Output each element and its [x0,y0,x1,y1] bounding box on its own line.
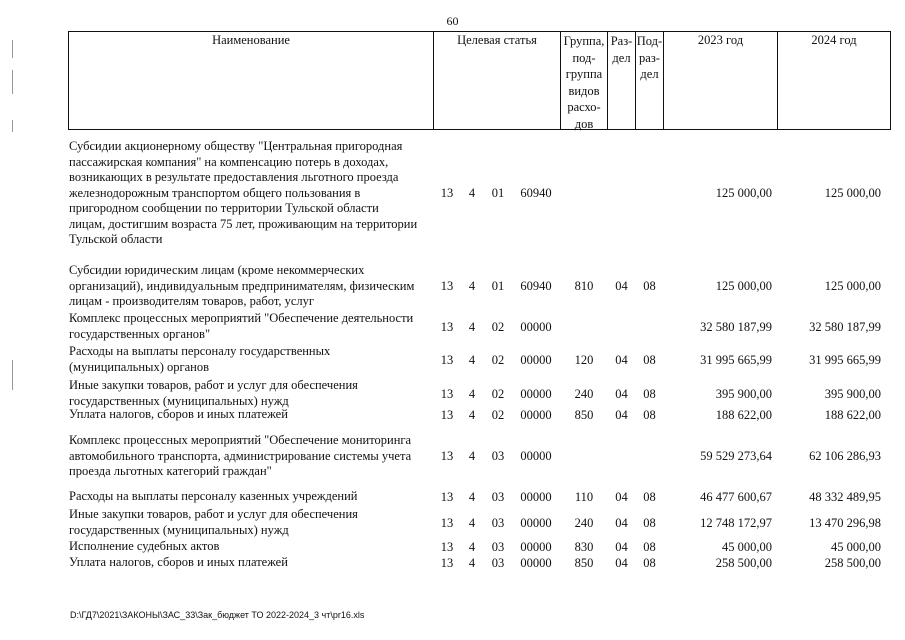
cell-grp: 240 [574,386,594,401]
cell-c2: 4 [468,279,476,294]
cell-c2: 4 [468,515,476,530]
cell-c3: 01 [491,186,505,201]
cell-sec: 04 [615,352,628,367]
cell-y2024: 125 000,00 [824,186,881,201]
row-name-line: Исполнение судебных актов [69,539,220,553]
header-group-line: группа [565,67,603,81]
cell-grp: 830 [574,539,594,554]
header-2023: 2023 год [697,33,744,47]
header-group-line: видов [568,83,600,98]
row-name [69,139,434,248]
margin-mark [12,120,13,132]
row-name-line: государственных органов" [69,326,211,341]
cell-c2: 4 [468,386,476,401]
row-name-line: Иные закупки товаров, работ и услуг для обеспечения [69,507,358,521]
cell-c3: 02 [491,386,505,401]
cell-c4: 00000 [520,515,552,530]
cell-y2024: 48 332 489,95 [809,489,881,504]
header-section-line: Раз- [610,34,633,48]
cell-c2: 4 [468,555,476,570]
row-name [69,263,434,310]
header-2024: 2024 год [811,33,857,47]
row-name-line: Субсидии акционерному обществу "Центральная пригородная [69,139,403,153]
cell-c2: 4 [468,489,476,504]
cell-y2023: 32 580 187,99 [700,319,772,334]
cell-c3: 03 [491,555,505,570]
cell-c3: 02 [491,319,505,334]
cell-c4: 00000 [520,555,552,570]
page-number: 60 [446,14,459,28]
cell-y2024: 45 000,00 [831,539,881,554]
header-bottom-border [68,129,891,130]
row-name-line: железнодорожным транспортом общего пользования в [69,185,361,200]
header-target: Целевая статья [457,33,537,47]
cell-c4: 00000 [520,386,552,401]
cell-sub: 08 [643,555,656,570]
cell-y2023: 45 000,00 [722,539,772,554]
row-name-line: Тульской области [69,232,163,246]
cell-y2023: 31 995 665,99 [700,352,772,367]
cell-grp: 850 [574,407,594,422]
cell-y2024: 62 106 286,93 [809,449,881,464]
header-section-line: дел [612,50,631,65]
cell-y2023: 125 000,00 [715,279,772,294]
cell-c2: 4 [468,352,476,367]
cell-sub: 08 [643,515,656,530]
cell-sub: 08 [643,352,656,367]
cell-c1: 13 [440,555,454,570]
header-subsection-line: раз- [639,50,660,65]
row-name-line: пригородном сообщении по территории Тульской области [69,201,379,215]
cell-c2: 4 [468,407,476,422]
cell-sub: 08 [643,386,656,401]
cell-c2: 4 [468,539,476,554]
cell-grp: 120 [574,352,594,367]
footer-file-path: D:\ГД7\2021\ЗАКОНЫ\ЗАС_33\Зак_бюджет ТО 2022-2024_3 чт\pr16.xls [70,610,365,620]
cell-c4: 00000 [520,539,552,554]
cell-c4: 00000 [520,407,552,422]
cell-c1: 13 [440,515,454,530]
cell-c3: 03 [491,539,505,554]
row-name [69,555,434,571]
row-name-line: лицам, достигшим возраста 75 лет, проживающим на территории [69,216,418,231]
header-section [608,33,635,66]
row-name-line: возникающих в результате предоставления льготного проезда [69,170,399,184]
cell-y2023: 395 900,00 [715,386,772,401]
cell-c1: 13 [440,489,454,504]
cell-grp: 240 [574,515,594,530]
header-subsection-line: Под- [636,34,663,48]
cell-c4: 00000 [520,489,552,504]
header-group [561,33,607,132]
cell-c3: 02 [491,407,505,422]
row-name-line: автомобильного транспорта, администрирование системы учета [69,448,412,463]
row-name-line: организаций), индивидуальным предпринимателям, физическим [69,278,415,293]
row-name-line: Комплекс процессных мероприятий "Обеспечение деятельности [69,311,414,325]
cell-c4: 60940 [520,186,552,201]
row-name [69,539,434,555]
cell-c1: 13 [440,539,454,554]
cell-c3: 03 [491,515,505,530]
header-group-line: расхо- [567,100,601,114]
cell-sec: 04 [615,386,628,401]
header-group-line: Группа, [563,34,605,48]
margin-mark [12,360,13,390]
cell-sec: 04 [615,407,628,422]
cell-y2023: 188 622,00 [715,407,772,422]
cell-c3: 03 [491,489,505,504]
cell-sub: 08 [643,407,656,422]
cell-c1: 13 [440,386,454,401]
row-name-line: Расходы на выплаты персоналу государственных [69,344,331,358]
cell-c4: 00000 [520,449,552,464]
cell-c1: 13 [440,319,454,334]
col-border [890,31,891,130]
row-name [69,344,434,375]
cell-sec: 04 [615,539,628,554]
row-name [69,507,434,538]
cell-y2024: 31 995 665,99 [809,352,881,367]
row-name-line: Иные закупки товаров, работ и услуг для обеспечения [69,378,358,392]
cell-c1: 13 [440,186,454,201]
cell-y2024: 125 000,00 [824,279,881,294]
cell-grp: 850 [574,555,594,570]
cell-y2023: 59 529 273,64 [700,449,772,464]
cell-sub: 08 [643,539,656,554]
cell-c1: 13 [440,279,454,294]
cell-c1: 13 [440,352,454,367]
cell-sec: 04 [615,489,628,504]
cell-y2023: 12 748 172,97 [700,515,772,530]
header-name: Наименование [212,33,290,47]
margin-mark [12,40,13,58]
header-subsection-line: дел [640,67,659,81]
cell-c3: 01 [491,279,505,294]
row-name [69,489,434,505]
cell-sub: 08 [643,489,656,504]
cell-y2023: 125 000,00 [715,186,772,201]
row-name-line: Уплата налогов, сборов и иных платежей [69,555,288,569]
row-name-line: Комплекс процессных мероприятий "Обеспечение мониторинга [69,433,412,447]
cell-y2023: 46 477 600,67 [700,489,772,504]
cell-grp: 810 [574,279,594,294]
cell-c2: 4 [468,186,476,201]
row-name [69,433,434,480]
row-name-line: лицам - производителям товаров, работ, услуг [69,294,315,308]
cell-sub: 08 [643,279,656,294]
cell-c1: 13 [440,407,454,422]
cell-y2024: 188 622,00 [824,407,881,422]
row-name [69,407,434,423]
row-name-line: государственных (муниципальных) нужд [69,522,289,537]
cell-c4: 00000 [520,319,552,334]
header-group-line: под- [572,50,596,65]
cell-y2024: 32 580 187,99 [809,319,881,334]
row-name-line: Расходы на выплаты персоналу казенных учреждений [69,489,358,503]
header-group-line: дов [574,116,594,131]
cell-c3: 03 [491,449,505,464]
cell-c4: 60940 [520,279,552,294]
row-name [69,311,434,342]
cell-sec: 04 [615,515,628,530]
row-name-line: пассажирская компания" на компенсацию потерь в доходах, [69,154,389,169]
cell-y2024: 395 900,00 [824,386,881,401]
cell-y2024: 258 500,00 [824,555,881,570]
cell-sec: 04 [615,555,628,570]
margin-mark [12,70,13,94]
cell-y2023: 258 500,00 [715,555,772,570]
cell-sec: 04 [615,279,628,294]
row-name [69,378,434,409]
cell-c4: 00000 [520,352,552,367]
row-name-line: государственных (муниципальных) нужд [69,393,289,408]
cell-c2: 4 [468,319,476,334]
header-top-border [68,31,891,32]
row-name-line: (муниципальных) органов [69,359,210,374]
row-name-line: проезда льготных категорий граждан" [69,464,272,478]
cell-c1: 13 [440,449,454,464]
row-name-line: Уплата налогов, сборов и иных платежей [69,407,288,421]
cell-y2024: 13 470 296,98 [809,515,881,530]
cell-c3: 02 [491,352,505,367]
cell-c2: 4 [468,449,476,464]
cell-grp: 110 [574,489,594,504]
header-subsection [636,33,663,83]
row-name-line: Субсидии юридическим лицам (кроме некоммерческих [69,263,365,277]
